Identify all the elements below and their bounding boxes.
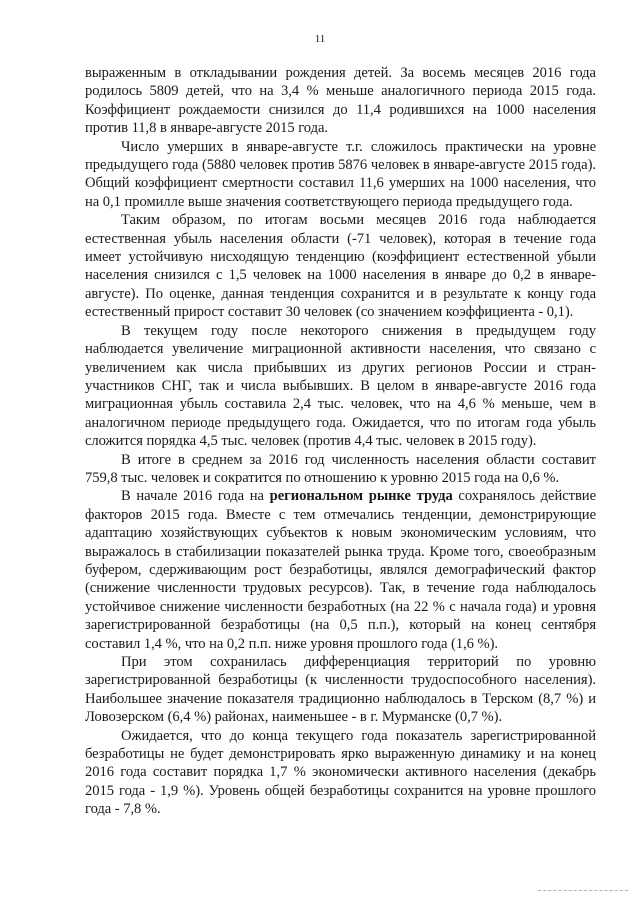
footer-divider	[538, 890, 628, 891]
paragraph-territorial-differences: При этом сохранилась дифференциация территорий по уровню зарегистрированной безработицы (к численности трудоспособного населения). Наибольшее значение показателя традиционно наблюдалось в Терском (8,7 %) и Ловозерском (6,4 %) районах, наименьшее - в г. Мурманске (0,7 %).	[85, 654, 596, 726]
labor-market-body: сохранялось действие факторов 2015 года. Вместе с тем отмечались тенденции, демонстрирующие адаптацию хозяйствующих субъектов к новым экономическим условиям, что выражалось в стабилизации показателей рынка труда. Кроме того, своеобразным буфером, сдерживающим рост безработицы, являлся демографический фактор (снижение численности трудовых ресурсов). Так, в течение года наблюдалось устойчивое снижение численности безработных (на 22 % с начала года) и уровня зарегистрированной безработицы (на 0,5 п.п.), который на конец сентября составил 1,4 %, что на 0,2 п.п. ниже уровня прошлого года (1,6 %).	[85, 488, 596, 652]
paragraph-natural-decline: Таким образом, по итогам восьми месяцев 2016 года наблюдается естественная убыль населения области (-71 человек), которая в течение года имеет устойчивую нисходящую тенденцию (коэффициент естественной убыли населения снизился с 1,5 человек на 1000 населения в январе до 0,2 в январе-августе). По оценке, данная тенденция сохранится и в результате к концу года естественный прирост составит 30 человек (со значением коэффициента - 0,1).	[85, 212, 596, 321]
labor-market-heading: региональном рынке труда	[269, 488, 453, 505]
labor-market-intro: В начале 2016 года на	[121, 488, 270, 505]
paragraph-unemployment-forecast: Ожидается, что до конца текущего года показатель зарегистрированной безработицы не будет демонстрировать ярко выраженную динамику и на конец 2016 года составит порядка 1,7 % экономически активного населения (декабрь 2015 года - 1,9 %). Уровень общей безработицы сохранится на уровне прошлого года - 7,8 %.	[85, 727, 596, 818]
document-body	[85, 64, 596, 819]
paragraph-births: выраженным в откладывании рождения детей. За восемь месяцев 2016 года родилось 5809 детей, что на 3,4 % меньше аналогичного периода 2015 года. Коэффициент рождаемости снизился до 11,4 родившихся на 1000 населения против 11,8 в январе-августе 2015 года.	[85, 65, 596, 137]
paragraph-migration: В текущем году после некоторого снижения в предыдущем году наблюдается увеличение миграционной активности населения, что связано с увеличением как числа прибывших из других регионов России и стран-участников СНГ, так и числа выбывших. В целом в январе-августе 2016 года миграционная убыль составила 2,4 тыс. человек, что на 4,6 % меньше, чем в аналогичном периоде предыдущего года. Ожидается, что по итогам года убыль сложится порядка 4,5 тыс. человек (против 4,4 тыс. человек в 2015 году).	[85, 322, 596, 450]
paragraph-population-total: В итоге в среднем за 2016 год численность населения области составит 759,8 тыс. человек и сократится по отношению к уровню 2015 года на 0,6 %.	[85, 451, 596, 486]
paragraph-deaths: Число умерших в январе-августе т.г. сложилось практически на уровне предыдущего года (5880 человек против 5876 человек в январе-августе 2015 года). Общий коэффициент смертности составил 11,6 умерших на 1000 населения, что на 0,1 промилле выше значения соответствующего периода предыдущего года.	[85, 138, 596, 210]
paragraph-labor-market	[85, 487, 596, 653]
page-number: 11	[314, 33, 326, 45]
